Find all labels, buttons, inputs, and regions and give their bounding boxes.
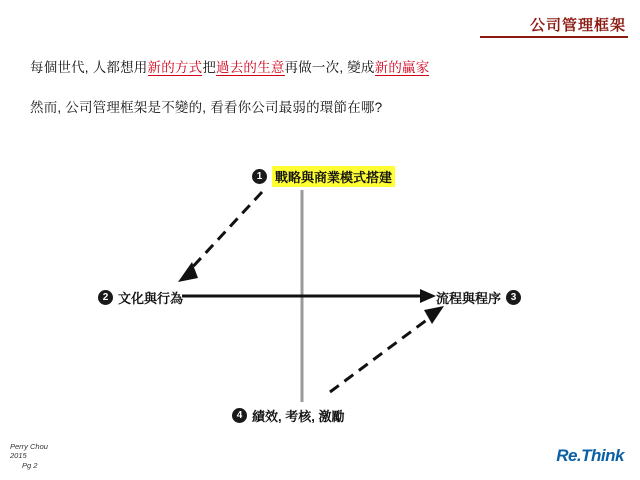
diagram-node-4[interactable]: [232, 406, 344, 425]
node-label-process: 流程與程序: [436, 291, 502, 306]
node-label-culture: 文化與行為: [118, 291, 184, 306]
node-number-4: 4: [232, 408, 247, 423]
node-label-strategy: 戰略與商業模式搭建: [272, 166, 395, 187]
body-line-1: [30, 56, 429, 76]
page-title: 公司管理框架: [529, 17, 626, 34]
text-segment-highlight-3: 新的贏家: [374, 60, 430, 75]
node-number-3: 3: [506, 290, 521, 305]
text-segment-highlight-1: 新的方式: [147, 60, 203, 75]
text-segment-highlight-2: 過去的生意: [216, 60, 285, 75]
node-number-1: 1: [252, 169, 267, 184]
horizontal-arrow-head: [420, 289, 436, 303]
header-divider: [480, 36, 628, 38]
framework-diagram: [0, 140, 640, 440]
footer-credit: [10, 442, 48, 470]
diagram-node-3[interactable]: [436, 288, 521, 307]
dashed-arrow-4-to-3-head: [424, 306, 444, 324]
footer-page-number: Pg 2: [22, 460, 38, 470]
dashed-arrow-1-to-2: [188, 192, 262, 272]
text-segment-plain: 每個世代, 人都想用: [30, 60, 148, 75]
diagram-node-2[interactable]: [98, 288, 183, 307]
body-line-2: 然而, 公司管理框架是不變的, 看看你公司最弱的環節在哪?: [30, 100, 383, 115]
rethink-logo: Re.Think: [556, 446, 624, 465]
node-number-2: 2: [98, 290, 113, 305]
text-segment-plain-3: 再做一次, 變成: [284, 60, 375, 75]
text-segment-plain-2: 把: [202, 60, 217, 75]
footer-year: 2015: [10, 451, 27, 461]
footer-author: Perry Chou: [10, 441, 48, 451]
node-label-performance: 績效, 考核, 激勵: [252, 409, 345, 424]
dashed-arrow-4-to-3: [330, 316, 432, 392]
diagram-node-1[interactable]: [252, 166, 395, 187]
